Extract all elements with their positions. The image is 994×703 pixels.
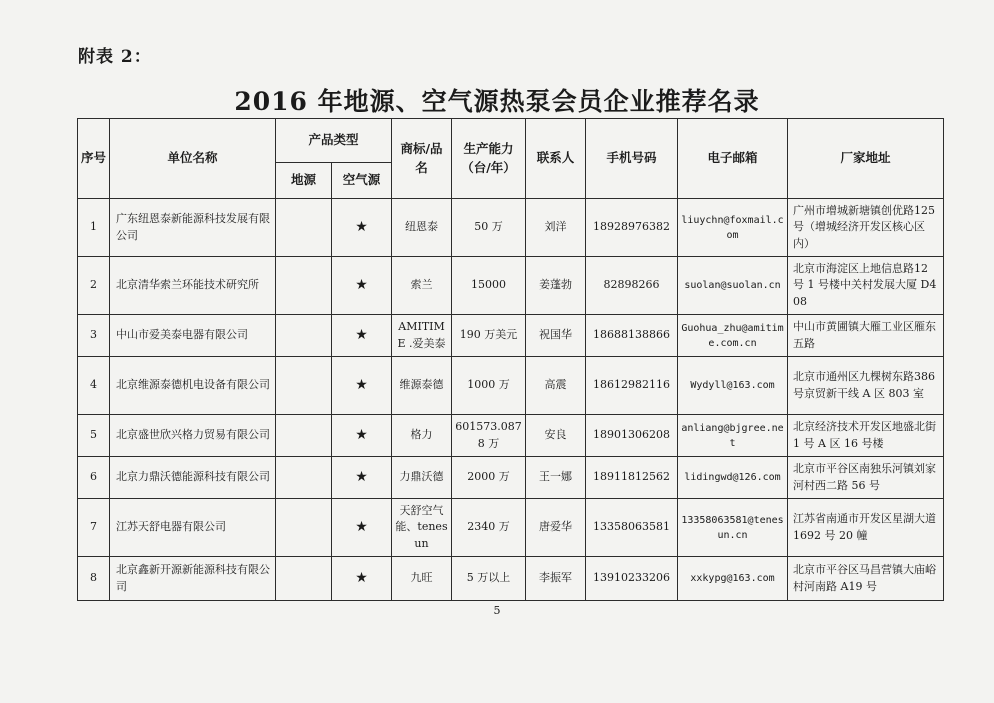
row-seq: 2	[78, 257, 110, 315]
row-contact: 祝国华	[526, 315, 586, 357]
row-air-source: ★	[332, 315, 392, 357]
row-contact: 安良	[526, 415, 586, 457]
table-row	[78, 557, 944, 601]
header-air-source: 空气源	[332, 163, 392, 199]
row-capacity: 2340 万	[452, 499, 526, 557]
row-email: lidingwd@126.com	[678, 457, 788, 499]
row-seq: 1	[78, 199, 110, 257]
row-company: 中山市爱美泰电器有限公司	[110, 315, 276, 357]
row-address: 北京市通州区九棵树东路386 号京贸新干线 A 区 803 室	[788, 357, 944, 415]
document-title: 2016 年地源、空气源热泵会员企业推荐名录	[234, 87, 760, 116]
row-seq: 3	[78, 315, 110, 357]
row-capacity: 50 万	[452, 199, 526, 257]
row-address: 北京市平谷区马昌营镇大庙峪村河南路 A19 号	[788, 557, 944, 601]
row-address: 北京市海淀区上地信息路12 号 1 号楼中关村发展大厦 D408	[788, 257, 944, 315]
row-phone: 18911812562	[586, 457, 678, 499]
row-contact: 刘洋	[526, 199, 586, 257]
row-brand: 天舒空气能、tenesun	[392, 499, 452, 557]
row-capacity: 1000 万	[452, 357, 526, 415]
row-address: 北京市平谷区南独乐河镇刘家河村西二路 56 号	[788, 457, 944, 499]
row-email: Guohua_zhu@amitime.com.cn	[678, 315, 788, 357]
row-company: 江苏天舒电器有限公司	[110, 499, 276, 557]
row-company: 广东纽恩泰新能源科技发展有限公司	[110, 199, 276, 257]
row-address: 江苏省南通市开发区星湖大道 1692 号 20 幢	[788, 499, 944, 557]
row-seq: 4	[78, 357, 110, 415]
row-brand: AMITIME .爱美泰	[392, 315, 452, 357]
table-row	[78, 199, 944, 257]
row-ground-source	[276, 499, 332, 557]
table-row	[78, 357, 944, 415]
header-brand: 商标/品名	[392, 119, 452, 199]
header-seq: 序号	[78, 119, 110, 199]
table-row	[78, 257, 944, 315]
row-company: 北京清华索兰环能技术研究所	[110, 257, 276, 315]
header-contact: 联系人	[526, 119, 586, 199]
row-address: 中山市黄圃镇大雁工业区雁东五路	[788, 315, 944, 357]
row-email: anliang@bjgree.net	[678, 415, 788, 457]
row-capacity: 15000	[452, 257, 526, 315]
row-ground-source	[276, 257, 332, 315]
row-seq: 8	[78, 557, 110, 601]
row-brand: 索兰	[392, 257, 452, 315]
row-ground-source	[276, 415, 332, 457]
header-address: 厂家地址	[788, 119, 944, 199]
row-email: Wydyll@163.com	[678, 357, 788, 415]
row-ground-source	[276, 457, 332, 499]
header-phone: 手机号码	[586, 119, 678, 199]
row-contact: 高震	[526, 357, 586, 415]
row-contact: 李振军	[526, 557, 586, 601]
row-brand: 九旺	[392, 557, 452, 601]
row-capacity: 2000 万	[452, 457, 526, 499]
header-ground-source: 地源	[276, 163, 332, 199]
appendix-label: 附表 2：	[78, 47, 152, 67]
row-address: 北京经济技术开发区地盛北街 1 号 A 区 16 号楼	[788, 415, 944, 457]
row-seq: 5	[78, 415, 110, 457]
row-brand: 格力	[392, 415, 452, 457]
row-phone: 18901306208	[586, 415, 678, 457]
row-phone: 82898266	[586, 257, 678, 315]
row-company: 北京力鼎沃德能源科技有限公司	[110, 457, 276, 499]
row-email: liuychn@foxmail.com	[678, 199, 788, 257]
row-air-source: ★	[332, 457, 392, 499]
row-email: xxkypg@163.com	[678, 557, 788, 601]
row-ground-source	[276, 357, 332, 415]
row-air-source: ★	[332, 357, 392, 415]
header-email: 电子邮箱	[678, 119, 788, 199]
row-phone: 18688138866	[586, 315, 678, 357]
member-enterprise-table	[77, 118, 944, 601]
row-email: suolan@suolan.cn	[678, 257, 788, 315]
row-air-source: ★	[332, 257, 392, 315]
row-seq: 6	[78, 457, 110, 499]
row-brand: 力鼎沃德	[392, 457, 452, 499]
row-contact: 唐爱华	[526, 499, 586, 557]
page-number: 5	[493, 604, 501, 617]
table-row	[78, 415, 944, 457]
row-ground-source	[276, 315, 332, 357]
row-air-source: ★	[332, 415, 392, 457]
row-phone: 18612982116	[586, 357, 678, 415]
row-air-source: ★	[332, 499, 392, 557]
row-ground-source	[276, 199, 332, 257]
table-row	[78, 499, 944, 557]
header-product-type: 产品类型	[276, 119, 392, 163]
row-ground-source	[276, 557, 332, 601]
row-seq: 7	[78, 499, 110, 557]
row-brand: 纽恩泰	[392, 199, 452, 257]
row-company: 北京维源泰德机电设备有限公司	[110, 357, 276, 415]
row-contact: 姜蓬勃	[526, 257, 586, 315]
table-row	[78, 457, 944, 499]
row-brand: 维源泰德	[392, 357, 452, 415]
header-capacity: 生产能力（台/年）	[452, 119, 526, 199]
row-phone: 18928976382	[586, 199, 678, 257]
row-air-source: ★	[332, 557, 392, 601]
row-phone: 13910233206	[586, 557, 678, 601]
header-company: 单位名称	[110, 119, 276, 199]
row-address: 广州市增城新塘镇创优路125 号（增城经济开发区核心区内）	[788, 199, 944, 257]
row-phone: 13358063581	[586, 499, 678, 557]
row-capacity: 190 万美元	[452, 315, 526, 357]
row-contact: 王一娜	[526, 457, 586, 499]
row-company: 北京盛世欣兴格力贸易有限公司	[110, 415, 276, 457]
row-email: 13358063581@tenesun.cn	[678, 499, 788, 557]
row-capacity: 601573.0878 万	[452, 415, 526, 457]
row-capacity: 5 万以上	[452, 557, 526, 601]
row-company: 北京鑫新开源新能源科技有限公司	[110, 557, 276, 601]
row-air-source: ★	[332, 199, 392, 257]
table-row	[78, 315, 944, 357]
